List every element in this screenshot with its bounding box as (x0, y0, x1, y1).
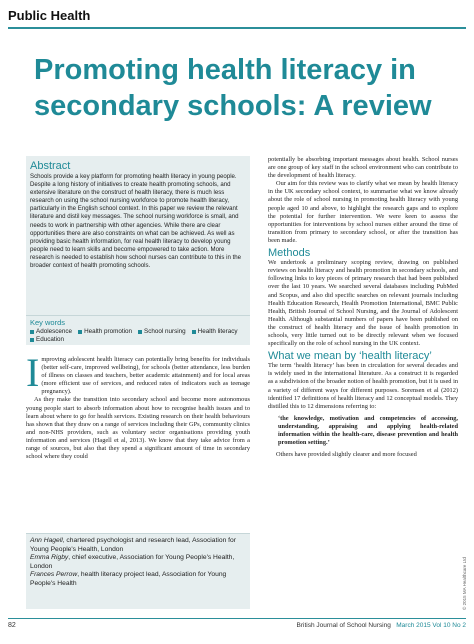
body-right-column (268, 156, 458, 459)
bullet-square-icon (78, 330, 82, 334)
page-number: 82 (8, 622, 16, 629)
methods-heading: Methods (268, 247, 311, 260)
section-label: Public Health (8, 8, 91, 23)
section-heading: What we mean by ‘health literacy’ (268, 350, 432, 363)
bullet-square-icon (30, 338, 34, 342)
author-entry (30, 537, 246, 554)
keywords-heading: Key words (30, 318, 66, 327)
keyword-item: Adolescence (30, 328, 72, 336)
copyright-notice: © 2015 MA Healthcare Ltd (462, 557, 467, 610)
author-name: Ann Hagell (30, 537, 63, 544)
bullet-square-icon (30, 330, 34, 334)
abstract-heading: Abstract (30, 160, 71, 172)
block-quote: ‘the knowledge, motivation and competencies of accessing, understanding, appraising and applying health-related information within the health-care, disease prevention and health promotion setting.’ (278, 414, 458, 447)
drop-cap: I (26, 350, 40, 395)
author-name: Emma Rigby (30, 554, 69, 561)
author-role: , chief executive, Association for Young People's Health, London (30, 554, 235, 570)
methods-paragraph: We undertook a preliminary scoping review, drawing on published reviews on health literacy and health promotion in secondary schools, and following links to key pieces of primary research that had been published over the last 10 years. We searched several databases including PubMed and Scopus, and also did specific searches on relevant journals including Health Education Research, Health Promotion International, BMC Public Health, British Journal of School Nursing, and the Journal of Adolescent Health. Although substantial numbers of papers have been published on the construct of health literacy and the issue of health promotion in schools, very little turned out to be directly relevant when we focused specifically on the role of school nursing in the UK context. (268, 259, 458, 348)
body-paragraph: As they make the transition into secondary school and become more autonomous young people start to absorb information about how to recognise health issues and to learn about where to go for health services. Existing research on their health behaviours has shown that they draw on a range of services including their GPs, community clinics and non-NHS providers, such as voluntary sector organisations providing youth information and services (Hagell et al, 2013). We know that they take advice from a range of sources, but also that they spend a significant amount of time in secondary school where they could (26, 396, 250, 461)
author-name: Frances Perrow (30, 571, 78, 578)
bullet-square-icon (138, 330, 142, 334)
intro-paragraph: Improving adolescent health literacy can potentially bring benefits for individuals (better self-care, improved wellbeing), for schools (better attendance, less burden of illness on classes and teachers, better academic attainment) and for local areas (more efficient use of services, and reduced rates of indicators such as teenage pregnancy). (26, 350, 250, 396)
body-paragraph: Our aim for this review was to clarify what we mean by health literacy in the UK secondary school context, to summarise what we know already about the role of school nursing in promoting health literacy with young people aged 10 and above, to highlight the research gaps and to explore the potential for further intervention. We were keen to assess the opportunities for interventions by school nurses either around the time of transition from primary to secondary school, or after the transition has been made. (268, 180, 458, 244)
bullet-square-icon (192, 330, 196, 334)
article-title: Promoting health literacy in secondary schools: A review (34, 54, 432, 122)
body-paragraph: potentially be absorbing important messages about health. School nurses are one group of key staff in the school environment who can contribute to the development of health literacy. (268, 156, 458, 180)
issue-info: March 2015 Vol 10 No 2 (396, 622, 466, 629)
top-divider (8, 27, 466, 29)
keyword-item: Education (30, 336, 64, 344)
footer-citation (297, 622, 466, 629)
authors-box (26, 533, 250, 609)
journal-name: British Journal of School Nursing (296, 622, 391, 629)
keyword-item: Health promotion (78, 328, 132, 336)
author-role: , health literacy project lead, Association for Young People's Health (30, 571, 227, 587)
body-paragraph: Others have provided slightly clearer and more focused (276, 451, 417, 459)
author-entry (30, 554, 246, 571)
keyword-item: School nursing (138, 328, 186, 336)
keyword-item: Health literacy (192, 328, 238, 336)
body-paragraph: The term ‘health literacy’ has been in circulation for several decades and is widely used in the international literature. As a construct it is regarded as a subdivision of the broader notion of health promotion, but it is used in a variety of different ways for different purposes. Sorensen et al (2012) identified 17 definitions of health literacy and 12 conceptual models. They distilled this to 12 dimensions referring to: (268, 362, 458, 410)
keywords-list (30, 328, 246, 344)
bottom-divider (8, 618, 466, 619)
abstract-text: Schools provide a key platform for promoting health literacy in young people. Despite a long history of initiatives to create health promoting schools, and extensive literature on the construct of health literacy, there is much less research on using the school nursing workforce to promote health literacy, particularly in the English school context. In this paper we review the relevant literature and distil key messages. The school nursing workforce is small, and needs to work in partnership with other agencies. While there are clear opportunities there are also constraints on what can be achieved. As well as providing basic health information, for real health literacy to develop young people need to learn skills and become empowered to take action. More research is needed to establish how school nurses can contribute to this in the broader context of health promoting schools. (30, 173, 242, 270)
body-left-column (26, 350, 250, 461)
author-role: , chartered psychologist and research lead, Association for Young People's Health, London (30, 537, 236, 553)
author-entry (30, 571, 246, 588)
keywords-box (26, 315, 250, 345)
